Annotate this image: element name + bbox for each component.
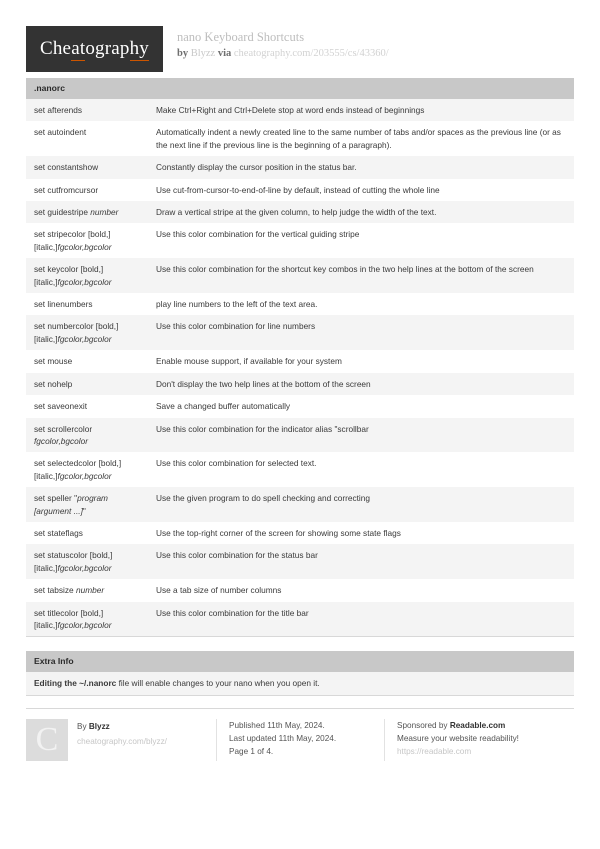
option-name: set selectedcolor [bold,][italic,] xyxy=(34,458,122,481)
footer-sponsor-block xyxy=(384,719,574,761)
footer-author-line xyxy=(77,720,167,733)
option-name-cell xyxy=(26,395,148,417)
option-name: set stripecolor [bold,][italic,] xyxy=(34,229,111,252)
page-footer xyxy=(26,708,574,761)
option-name: set stateflags xyxy=(34,527,83,538)
option-name: set linenumbers xyxy=(34,299,93,310)
option-name: set titlecolor [bold,][italic,] xyxy=(34,607,104,630)
footer-sponsor-line xyxy=(397,719,564,732)
option-name-cell xyxy=(26,602,148,637)
option-parameter: fgcolor,bgcolor xyxy=(57,470,112,481)
avatar: C xyxy=(26,719,68,761)
option-parameter: fgcolor,bgcolor xyxy=(57,333,112,344)
footer-author-block xyxy=(26,719,216,761)
nanorc-table xyxy=(26,99,574,636)
option-parameter: fgcolor,bgcolor xyxy=(57,276,112,287)
option-name: set saveonexit xyxy=(34,401,88,412)
title-block xyxy=(177,26,389,62)
option-name-cell xyxy=(26,315,148,350)
cheatography-logo[interactable] xyxy=(26,26,163,72)
option-description-cell: Use this color combination for line numbers xyxy=(148,315,574,350)
logo-part-4: hy xyxy=(129,37,149,59)
option-name-cell xyxy=(26,350,148,372)
option-name: set autoindent xyxy=(34,127,87,138)
option-name-cell xyxy=(26,156,148,178)
option-name: set guidestripe xyxy=(34,207,91,218)
page-title: nano Keyboard Shortcuts xyxy=(177,30,305,44)
option-description-cell: Use this color combination for the title bar xyxy=(148,602,574,637)
option-name: set constantshow xyxy=(34,162,99,173)
option-description-cell: Use a tab size of number columns xyxy=(148,579,574,601)
byline-by-label: by xyxy=(177,48,189,59)
table-row xyxy=(26,522,574,544)
option-description-cell: Make Ctrl+Right and Ctrl+Delete stop at word ends instead of beginnings xyxy=(148,99,574,121)
byline-via-label: via xyxy=(217,48,232,59)
table-row xyxy=(26,373,574,395)
option-name-cell xyxy=(26,452,148,487)
option-name-cell xyxy=(26,418,148,453)
extra-info-rest: file will enable changes to your nano when you open it. xyxy=(116,678,320,689)
option-name-cell xyxy=(26,223,148,258)
option-name: set speller " xyxy=(34,493,78,504)
logo-part-1: Che xyxy=(39,37,72,59)
table-row xyxy=(26,121,574,156)
option-name-cell xyxy=(26,99,148,121)
option-description-cell: Use this color combination for the vertical guiding stripe xyxy=(148,223,574,258)
extra-info-heading: Extra Info xyxy=(26,651,574,672)
page-header xyxy=(0,0,600,78)
option-description-cell: Use this color combination for the indicator alias "scrollbar xyxy=(148,418,574,453)
option-name: set afterends xyxy=(34,105,82,115)
option-name-cell xyxy=(26,373,148,395)
extra-info-table xyxy=(26,672,574,694)
table-row xyxy=(26,579,574,601)
option-name: set numbercolor [bold,][italic,] xyxy=(34,321,119,344)
option-name-cell xyxy=(26,121,148,156)
option-name-cell xyxy=(26,179,148,201)
logo-wordmark xyxy=(40,39,149,60)
section-nanorc xyxy=(26,78,574,637)
footer-by-label: By xyxy=(77,721,89,731)
footer-published: Published 11th May, 2024. xyxy=(229,720,325,730)
table-row xyxy=(26,201,574,223)
option-name: set cutfromcursor xyxy=(34,184,99,195)
footer-author-url[interactable]: cheatography.com/blyzz/ xyxy=(77,736,167,746)
option-name: set mouse xyxy=(34,356,73,367)
option-name-cell xyxy=(26,522,148,544)
table-row xyxy=(26,293,574,315)
option-name-cell xyxy=(26,544,148,579)
footer-sponsor-prefix: Sponsored by xyxy=(397,720,450,730)
option-name-tail: " xyxy=(82,505,86,516)
option-parameter: fgcolor,bgcolor xyxy=(34,435,88,446)
option-name: set keycolor [bold,][italic,] xyxy=(34,264,104,287)
option-name-cell xyxy=(26,258,148,293)
option-name-cell xyxy=(26,293,148,315)
option-description-cell: Draw a vertical stripe at the given column, to help judge the width of the text. xyxy=(148,201,574,223)
section-extra-info xyxy=(26,651,574,695)
table-row xyxy=(26,223,574,258)
footer-updated: Last updated 11th May, 2024. xyxy=(229,733,337,743)
table-row xyxy=(26,602,574,637)
option-description-cell: Use this color combination for selected text. xyxy=(148,452,574,487)
option-name-cell xyxy=(26,579,148,601)
logo-part-2: at xyxy=(71,37,86,59)
extra-info-bold: Editing the ~/.nanorc xyxy=(34,678,117,689)
footer-sponsor-url[interactable]: https://readable.com xyxy=(397,746,472,756)
footer-page-number: Page 1 of 4. xyxy=(229,746,274,756)
table-row xyxy=(26,156,574,178)
table-row xyxy=(26,418,574,453)
table-row xyxy=(26,99,574,121)
byline-author[interactable]: Blyzz xyxy=(190,48,216,59)
table-row xyxy=(26,487,574,522)
option-description-cell: Use the given program to do spell checking and correcting xyxy=(148,487,574,522)
option-name: set statuscolor [bold,][italic,] xyxy=(34,550,113,573)
table-row xyxy=(26,672,574,694)
option-description-cell: Use cut-from-cursor-to-end-of-line by default, instead of cutting the whole line xyxy=(148,179,574,201)
option-description-cell: Use the top-right corner of the screen for showing some state flags xyxy=(148,522,574,544)
table-row xyxy=(26,179,574,201)
option-description-cell: Automatically indent a newly created line to the same number of tabs and/or spaces as the previous line (or as the next line if the previous line is the beginning of a paragraph). xyxy=(148,121,574,156)
logo-part-3: ograp xyxy=(85,37,130,59)
byline xyxy=(177,46,389,62)
footer-author-name[interactable]: Blyzz xyxy=(88,721,110,731)
option-name: set tabsize xyxy=(34,585,76,596)
option-parameter: number xyxy=(90,207,119,218)
table-row xyxy=(26,452,574,487)
option-name: set scrollercolor xyxy=(34,423,93,434)
option-description-cell: Save a changed buffer automatically xyxy=(148,395,574,417)
option-description-cell: Use this color combination for the shortcut key combos in the two help lines at the bottom of the screen xyxy=(148,258,574,293)
option-parameter: fgcolor,bgcolor xyxy=(57,241,112,252)
option-parameter: program [argument ...] xyxy=(34,493,108,516)
table-row xyxy=(26,395,574,417)
table-row xyxy=(26,258,574,293)
table-row xyxy=(26,315,574,350)
extra-info-cell xyxy=(26,672,574,694)
option-description-cell: Enable mouse support, if available for your system xyxy=(148,350,574,372)
option-name-cell xyxy=(26,201,148,223)
table-row xyxy=(26,544,574,579)
footer-sponsor-name[interactable]: Readable.com xyxy=(449,720,506,730)
option-parameter: number xyxy=(75,585,105,596)
table-row xyxy=(26,350,574,372)
option-name-cell xyxy=(26,487,148,522)
option-parameter: fgcolor,bgcolor xyxy=(57,562,112,573)
option-description-cell: Use this color combination for the status bar xyxy=(148,544,574,579)
footer-author-meta xyxy=(77,719,167,748)
footer-dates-block xyxy=(216,719,384,761)
option-parameter: fgcolor,bgcolor xyxy=(57,619,112,630)
option-description-cell: play line numbers to the left of the text area. xyxy=(148,293,574,315)
byline-source-url[interactable]: cheatography.com/203555/cs/43360/ xyxy=(233,48,389,59)
footer-sponsor-tagline: Measure your website readability! xyxy=(397,733,519,743)
option-description-cell: Don't display the two help lines at the bottom of the screen xyxy=(148,373,574,395)
option-description-cell: Constantly display the cursor position in the status bar. xyxy=(148,156,574,178)
option-name: set nohelp xyxy=(34,378,73,389)
section-heading: .nanorc xyxy=(26,78,574,99)
